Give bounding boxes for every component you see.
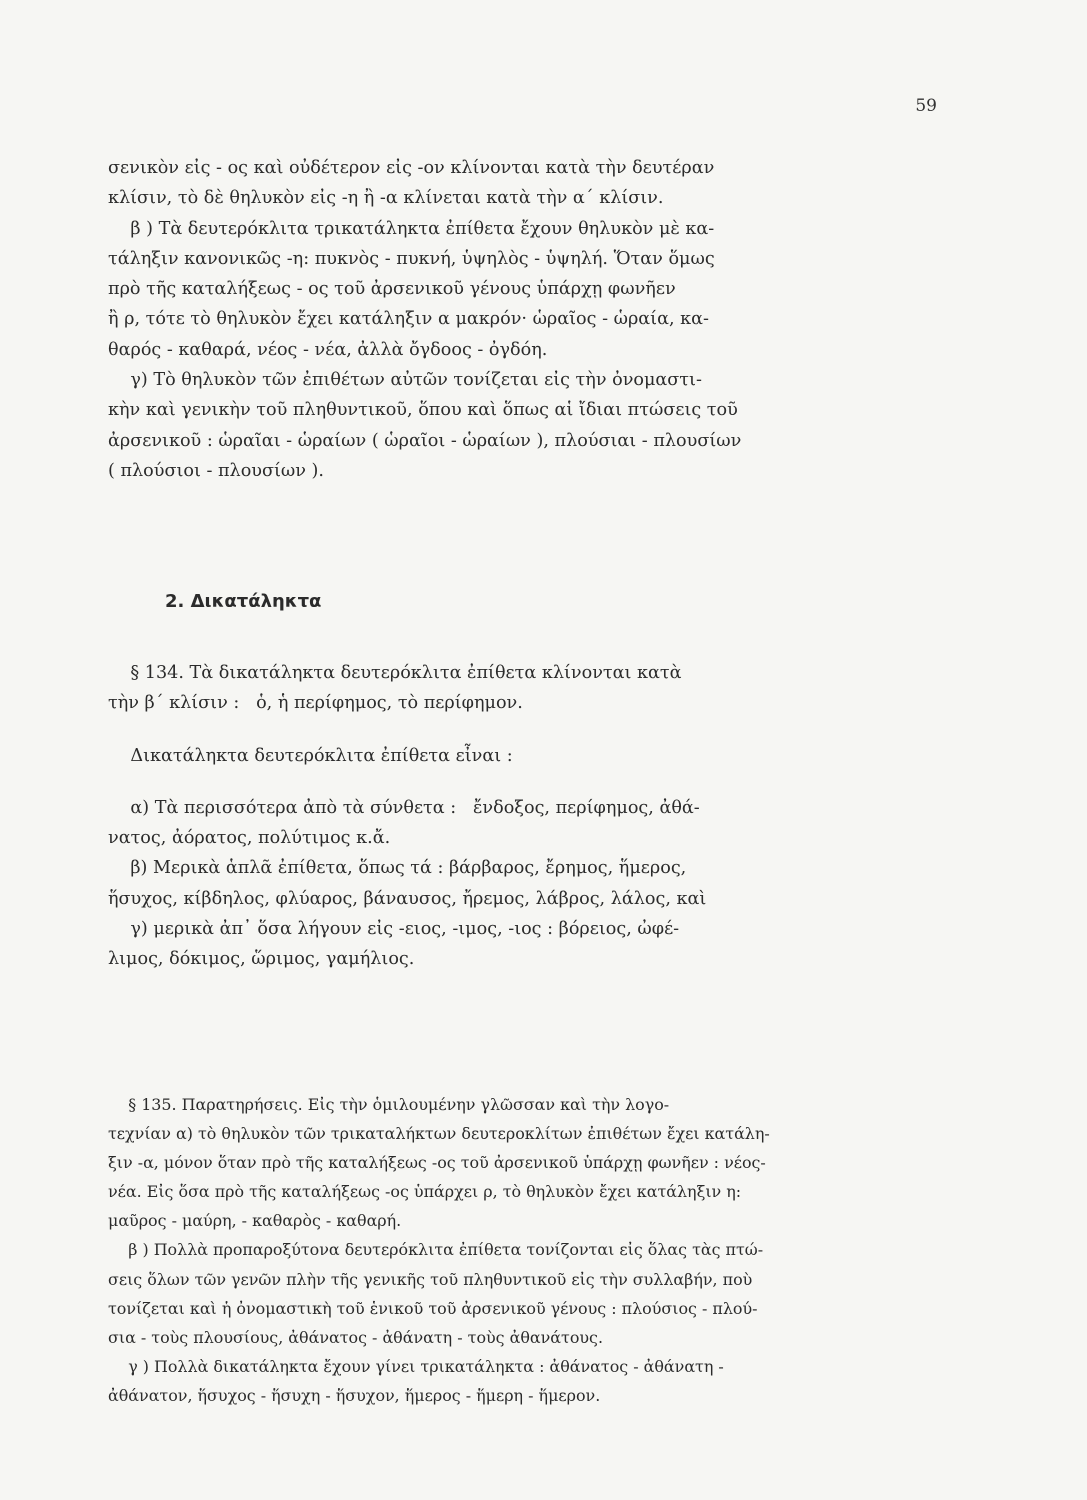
text-line: ἥσυχος, κίβδηλος, φλύαρος, βάναυσος, ἤρεμος, λάβρος, λάλος, καὶ: [108, 888, 707, 909]
text-block-notes: [108, 1090, 940, 1410]
text-line: θαρός - καθαρά, νέος - νέα, ἀλλὰ ὄγδοος - ὀγδόη.: [108, 339, 548, 360]
text-line: Δικατάληκτα δευτερόκλιτα ἐπίθετα εἶναι :: [108, 745, 513, 766]
text-line: § 134. Τὰ δικατάληκτα δευτερόκλιτα ἐπίθετα κλίνονται κατὰ: [108, 663, 682, 683]
text-line: νέα. Εἰς ὅσα πρὸ τῆς καταλήξεως -ος ὑπάρχει ρ, τὸ θηλυκὸν ἔχει κατάληξιν η:: [108, 1182, 742, 1202]
text-line: ξιν -α, μόνον ὅταν πρὸ τῆς καταλήξεως -ος τοῦ ἀρσενικοῦ ὑπάρχῃ φωνῆεν : νέος-: [108, 1153, 766, 1173]
text-line: ἀθάνατον, ἥσυχος - ἥσυχη - ἥσυχον, ἥμερος - ἥμερη - ἥμερον.: [108, 1385, 601, 1405]
text-line: νατος, ἀόρατος, πολύτιμος κ.ἄ.: [108, 828, 391, 849]
text-line: μαῦρος - μαύρη, - καθαρὸς - καθαρή.: [108, 1211, 402, 1231]
text-line: κὴν καὶ γενικὴν τοῦ πληθυντικοῦ, ὅπου καὶ ὅπως αἱ ἴδιαι πτώσεις τοῦ: [108, 400, 738, 421]
text-block-top: [108, 153, 940, 486]
text-line: α) Τὰ περισσότερα ἀπὸ τὰ σύνθετα : ἔνδοξος, περίφημος, ἀθά-: [108, 797, 700, 818]
text-line: λιμος, δόκιμος, ὥριμος, γαμήλιος.: [108, 949, 415, 970]
text-line: γ) Τὸ θηλυκὸν τῶν ἐπιθέτων αὐτῶν τονίζεται εἰς τὴν ὀνομαστι-: [108, 370, 702, 391]
text-line: τονίζεται καὶ ἡ ὀνομαστικὴ τοῦ ἑνικοῦ τοῦ ἀρσενικοῦ γένους : πλούσιος - πλού-: [108, 1298, 758, 1318]
text-line: κλίσιν, τὸ δὲ θηλυκὸν εἰς -η ἢ -α κλίνεται κατὰ τὴν α΄ κλίσιν.: [108, 188, 664, 209]
text-line: ἢ ρ, τότε τὸ θηλυκὸν ἔχει κατάληξιν α μακρόν· ὡραῖος - ὡραία, κα-: [108, 309, 709, 330]
text-line: σια - τοὺς πλουσίους, ἀθάνατος - ἀθάνατη - τοὺς ἀθανάτους.: [108, 1327, 604, 1347]
section-heading: 2. Δικατάληκτα: [165, 591, 322, 612]
text-line: γ) μερικὰ ἀπ᾿ ὅσα λήγουν εἰς -ειος, -ιμος, -ιος : βόρειος, ὠφέ-: [108, 919, 680, 940]
page-number: 59: [915, 96, 937, 116]
text-line: β ) Πολλὰ προπαροξύτονα δευτερόκλιτα ἐπίθετα τονίζονται εἰς ὅλας τὰς πτώ-: [108, 1240, 764, 1260]
text-line: β) Μερικὰ ἁπλᾶ ἐπίθετα, ὅπως τά : βάρβαρος, ἔρημος, ἥμερος,: [108, 858, 687, 879]
text-line: τὴν β΄ κλίσιν : ὁ, ἡ περίφημος, τὸ περίφημον.: [108, 693, 523, 714]
text-line: [108, 771, 940, 793]
text-line: σεις ὅλων τῶν γενῶν πλὴν τῆς γενικῆς τοῦ πληθυντικοῦ εἰς τὴν συλλαβήν, ποὺ: [108, 1269, 753, 1289]
text-line: β ) Τὰ δευτερόκλιτα τρικατάληκτα ἐπίθετα ἔχουν θηλυκὸν μὲ κα-: [108, 218, 715, 239]
text-line: πρὸ τῆς καταλήξεως - ος τοῦ ἀρσενικοῦ γένους ὑπάρχῃ φωνῆεν: [108, 279, 676, 300]
text-line: ἀρσενικοῦ : ὡραῖαι - ὡραίων ( ὡραῖοι - ὡραίων ), πλούσιαι - πλουσίων: [108, 430, 742, 451]
text-line: τάληξιν κανονικῶς -η: πυκνὸς - πυκνή, ὑψηλὸς - ὑψηλή. Ὅταν ὅμως: [108, 248, 715, 269]
text-line: § 135. Παρατηρήσεις. Εἰς τὴν ὁμιλουμένην γλῶσσαν καὶ τὴν λογο-: [108, 1095, 670, 1114]
text-line: γ ) Πολλὰ δικατάληκτα ἔχουν γίνει τρικατάληκτα : ἀθάνατος - ἀθάνατη -: [108, 1356, 724, 1376]
text-line: [108, 719, 940, 741]
text-line: ( πλούσιοι - πλουσίων ).: [108, 460, 324, 481]
text-block-mid: [108, 658, 940, 975]
text-line: σενικὸν εἰς - ος καὶ οὐδέτερον εἰς -ον κλίνονται κατὰ τὴν δευτέραν: [108, 158, 715, 178]
text-line: τεχνίαν α) τὸ θηλυκὸν τῶν τρικαταλήκτων δευτεροκλίτων ἐπιθέτων ἔχει κατάλη-: [108, 1124, 770, 1144]
